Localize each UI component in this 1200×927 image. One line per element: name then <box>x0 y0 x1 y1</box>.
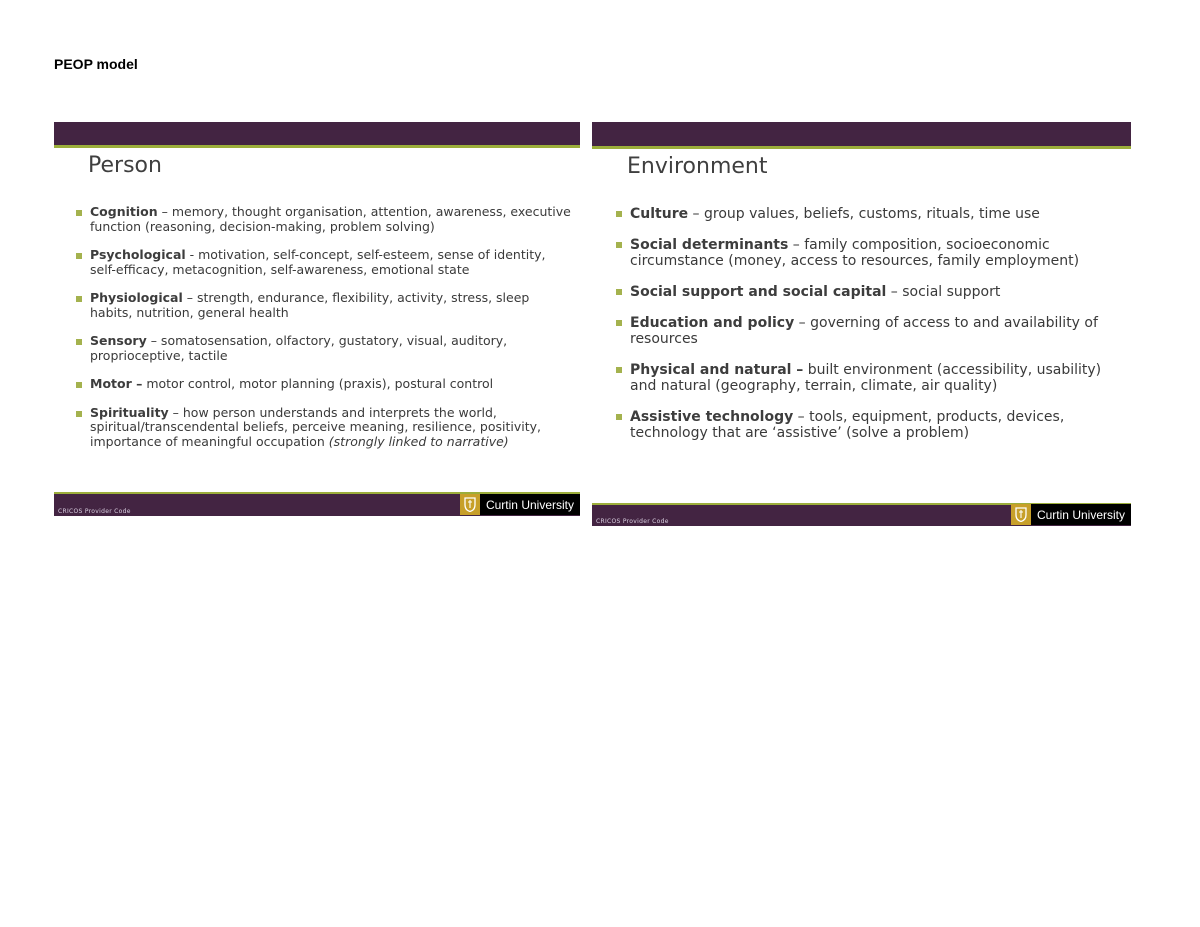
page-title: PEOP model <box>54 56 138 72</box>
square-bullet-icon <box>76 296 82 302</box>
curtin-logo <box>460 494 580 515</box>
square-bullet-icon <box>616 211 622 217</box>
item-term: Motor – <box>90 376 143 391</box>
slide-heading: Person <box>88 153 162 178</box>
slide-person <box>54 122 580 516</box>
list-item <box>74 334 574 363</box>
item-term: Culture <box>630 206 689 222</box>
logo-text: Curtin University <box>485 497 574 512</box>
item-description: – strength, endurance, flexibility, activity, stress, sleep habits, nutrition, general health <box>90 290 530 320</box>
bullet-list <box>74 205 574 463</box>
cricos-footer-text: CRICOS Provider Code <box>596 518 669 525</box>
square-bullet-icon <box>616 242 622 248</box>
item-term: Assistive technology <box>630 409 794 425</box>
item-description: – tools, equipment, products, devices, technology that are ‘assistive’ (solve a problem) <box>630 409 1065 441</box>
item-description: motor control, motor planning (praxis), postural control <box>142 376 494 391</box>
item-description: – somatosensation, olfactory, gustatory, visual, auditory, proprioceptive, tactile <box>90 333 508 363</box>
curtin-logo <box>1011 504 1131 525</box>
square-bullet-icon <box>76 253 82 259</box>
square-bullet-icon <box>616 414 622 420</box>
item-term: Psychological <box>90 247 186 262</box>
item-term: Cognition <box>90 204 158 219</box>
item-description: – social support <box>886 284 1001 300</box>
list-item <box>74 406 574 450</box>
item-term: Physiological <box>90 290 183 305</box>
list-item <box>74 205 574 234</box>
item-term: Social determinants <box>630 237 789 253</box>
item-description: – group values, beliefs, customs, rituals, time use <box>688 206 1040 222</box>
item-italic-note: (strongly linked to narrative) <box>328 433 509 449</box>
square-bullet-icon <box>616 289 622 295</box>
list-item <box>614 315 1124 347</box>
item-term: Education and policy <box>630 315 795 331</box>
slide-header-accent-line <box>592 146 1131 149</box>
university-crest-icon <box>1011 504 1031 525</box>
list-item <box>614 409 1124 441</box>
item-description: – governing of access to and availability of resources <box>630 315 1098 347</box>
bullet-list <box>614 206 1124 456</box>
list-item <box>74 248 574 277</box>
square-bullet-icon <box>76 382 82 388</box>
slide-environment <box>592 122 1131 526</box>
item-description: built environment (accessibility, usability) and natural (geography, terrain, climate, air quality) <box>630 362 1102 394</box>
item-term: Social support and social capital <box>630 284 887 300</box>
list-item <box>614 237 1124 269</box>
list-item <box>614 206 1124 222</box>
logo-text: Curtin University <box>1036 507 1125 522</box>
item-term: Spirituality <box>90 404 169 420</box>
list-item <box>614 284 1124 300</box>
slide-header-accent-line <box>54 145 580 148</box>
cricos-footer-text: CRICOS Provider Code <box>58 508 131 515</box>
slide-header-bar <box>54 122 580 145</box>
item-term: Physical and natural – <box>630 362 804 378</box>
square-bullet-icon <box>76 210 82 216</box>
item-description: – memory, thought organisation, attention, awareness, executive function (reasoning, decision-making, problem solving) <box>90 204 571 234</box>
item-description: – how person understands and interprets the world, spiritual/transcendental beliefs, perceive meaning, resilience, positivity, importance of meaningful occupation <box>90 404 542 449</box>
item-description: - motivation, self-concept, self-esteem, sense of identity, self-efficacy, metacognition, self-awareness, emotional state <box>90 247 546 277</box>
university-crest-icon <box>460 494 480 515</box>
item-description: – family composition, socioeconomic circumstance (money, access to resources, family employment) <box>630 237 1080 269</box>
list-item <box>74 377 574 392</box>
list-item <box>74 291 574 320</box>
square-bullet-icon <box>76 339 82 345</box>
list-item <box>614 362 1124 394</box>
square-bullet-icon <box>76 411 82 417</box>
slide-heading: Environment <box>627 154 768 179</box>
square-bullet-icon <box>616 320 622 326</box>
square-bullet-icon <box>616 367 622 373</box>
slide-header-bar <box>592 122 1131 146</box>
item-term: Sensory <box>90 333 147 348</box>
